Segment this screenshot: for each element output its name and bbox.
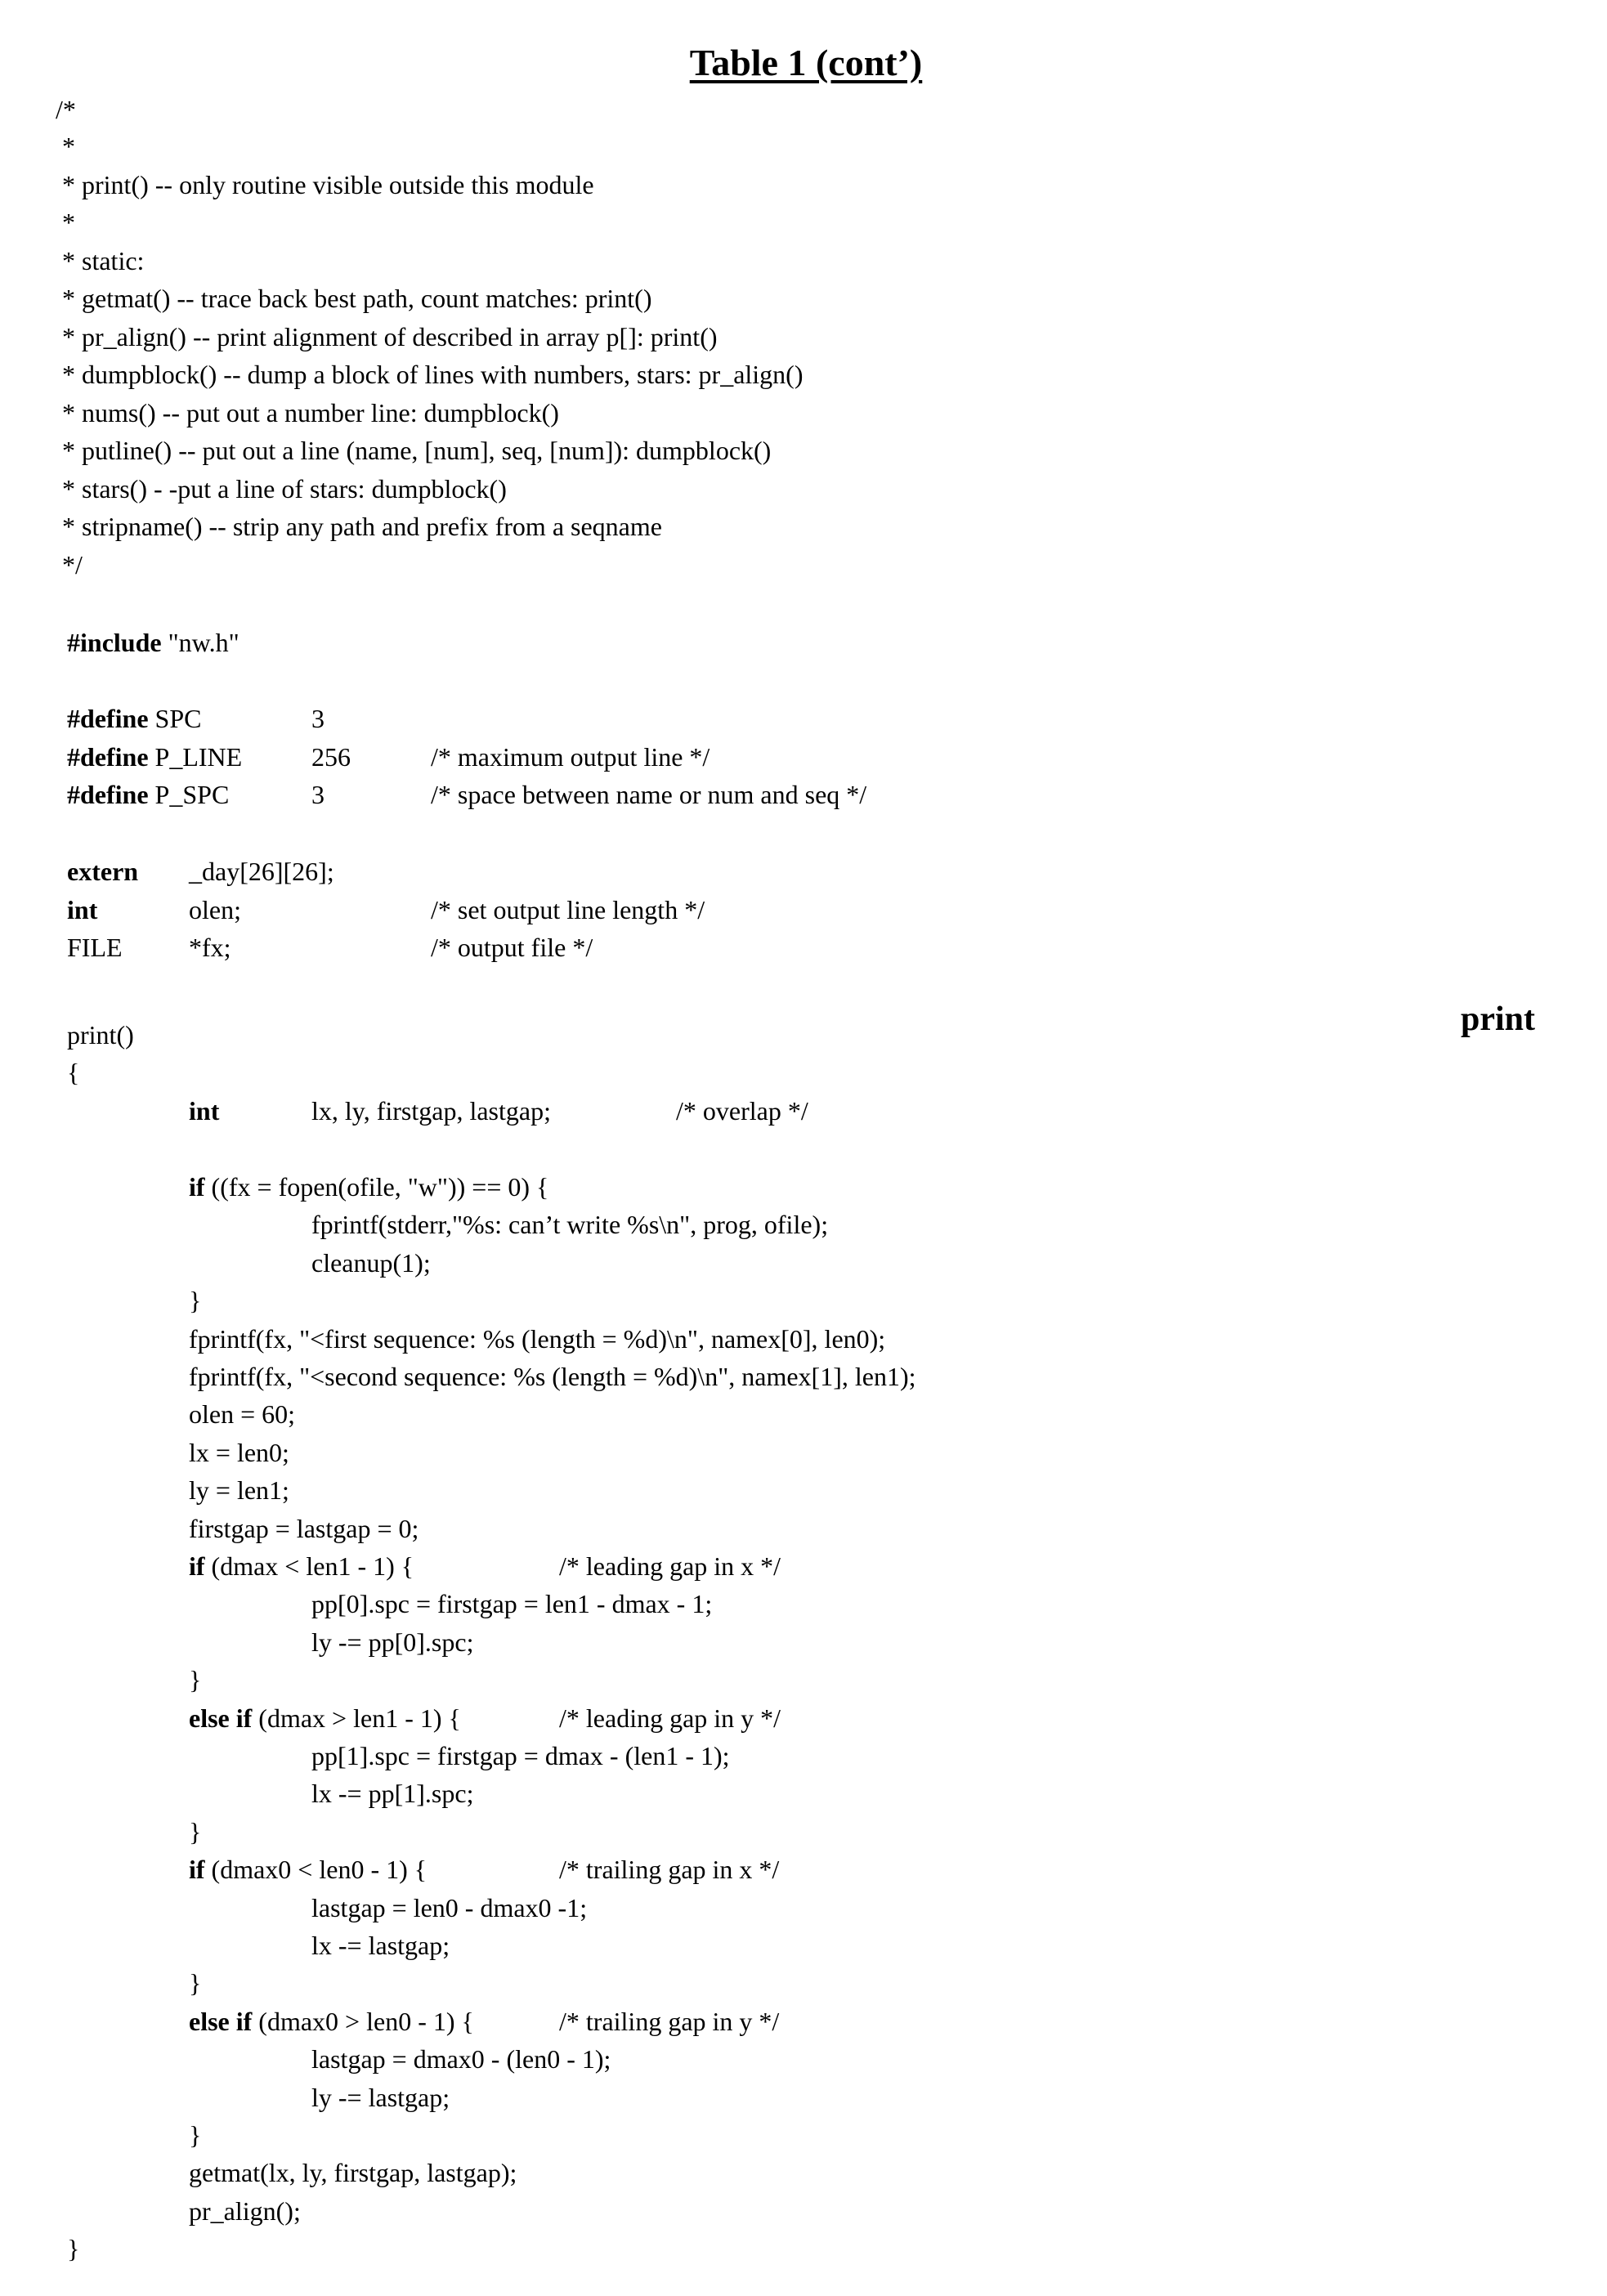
code-text: ly = len1; [189, 1475, 289, 1506]
global-decl: _day[26][26]; [189, 857, 334, 886]
code-line [189, 1287, 201, 1314]
inline-comment: /* leading gap in x */ [559, 1551, 781, 1581]
code-text: (dmax0 > len0 - 1) { [252, 2006, 474, 2036]
code-text: fprintf(stderr,"%s: can’t write %s\n", prog, ofile); [311, 1210, 829, 1240]
code-text: pp[1].spc = firstgap = dmax - (len1 - 1); [311, 1741, 730, 1770]
open-brace: { [67, 1058, 80, 1087]
code-line [189, 1363, 916, 1390]
code-text: pp[0].spc = firstgap = len1 - dmax - 1; [311, 1589, 713, 1619]
define-line [67, 781, 229, 808]
code-text: ly -= pp[0].spc; [311, 1627, 474, 1657]
comment-line: * dumpblock() -- dump a block of lines with numbers, stars: pr_align() [56, 360, 804, 389]
code-line [189, 1515, 419, 1542]
code-line [189, 1399, 296, 1430]
inline-comment: /* leading gap in y */ [559, 1703, 781, 1733]
define-comment: /* maximum output line */ [431, 742, 710, 772]
code-line [189, 2159, 517, 2186]
keyword: #include [67, 628, 162, 657]
code-text: lx -= pp[1].spc; [311, 1779, 474, 1809]
code-line [311, 1247, 431, 1278]
code-text: fprintf(fx, "<second sequence: %s (length = %d)\n", namex[1], len1); [189, 1362, 916, 1391]
comment-line: * getmat() -- trace back best path, count matches: print() [56, 284, 652, 313]
code-line [311, 2084, 450, 2110]
include-line [67, 629, 239, 656]
local-decl-comment: /* overlap */ [676, 1096, 808, 1126]
comment-line: /* [56, 95, 76, 124]
code-line [189, 1475, 289, 1506]
code-line [189, 1439, 289, 1466]
define-value: 3 [311, 780, 325, 809]
code-text: ly -= lastgap; [311, 2082, 450, 2112]
code-line [189, 1174, 548, 1200]
code-line [311, 1211, 828, 1238]
code-text: (dmax < len1 - 1) { [204, 1551, 414, 1581]
local-decl-vars: lx, ly, firstgap, lastgap; [311, 1096, 551, 1126]
comment-line: * static: [56, 246, 145, 275]
comment-line: * print() -- only routine visible outside this module [56, 170, 594, 199]
code-text: lastgap = len0 - dmax0 -1; [311, 1892, 588, 1922]
code-line [189, 1705, 461, 1731]
page-title: Table 1 (cont’) [689, 42, 923, 83]
keyword: if [189, 1551, 205, 1581]
keyword: if [189, 1172, 205, 1202]
code-line [189, 1970, 201, 1996]
global-type: int [67, 895, 98, 924]
code-line [311, 1779, 474, 1809]
code-line [311, 1892, 588, 1922]
comment-line: * stripname() -- strip any path and prefix from a seqname [56, 512, 662, 541]
define-comment: /* space between name or num and seq */ [431, 780, 867, 809]
global-type: extern [67, 857, 139, 886]
code-line [311, 1591, 712, 1617]
code-text: firstgap = lastgap = 0; [189, 1513, 419, 1543]
define-value: 3 [311, 704, 325, 733]
global-comment: /* set output line length */ [431, 895, 705, 924]
code-text: P_LINE [148, 742, 243, 772]
code-text: (dmax0 < len0 - 1) { [204, 1855, 427, 1885]
keyword: #define [67, 704, 149, 733]
code-text: ((fx = fopen(ofile, "w")) == 0) { [204, 1172, 549, 1202]
margin-label: print [1461, 1000, 1536, 1038]
code-text: lastgap = dmax0 - (len0 - 1); [311, 2044, 611, 2074]
define-line [67, 705, 201, 732]
code-line [311, 2046, 611, 2072]
code-text: } [189, 2120, 202, 2150]
global-comment: /* output file */ [431, 933, 593, 962]
inline-comment: /* trailing gap in x */ [559, 1855, 780, 1885]
code-text: pr_align(); [189, 2195, 301, 2226]
local-decl-type: int [189, 1096, 220, 1126]
code-text: } [189, 1665, 202, 1695]
close-brace: } [67, 2234, 80, 2264]
code-line [189, 1553, 414, 1579]
code-text: (dmax > len1 - 1) { [252, 1703, 461, 1733]
comment-line: */ [56, 550, 83, 580]
global-decl: olen; [189, 895, 241, 924]
keyword: if [189, 1855, 205, 1885]
keyword: #define [67, 742, 149, 772]
code-text: } [189, 1968, 202, 1998]
keyword: else if [189, 1703, 253, 1733]
code-text: SPC [148, 704, 202, 733]
code-text: getmat(lx, ly, firstgap, lastgap); [189, 2158, 517, 2188]
code-text: P_SPC [148, 780, 230, 809]
global-decl: *fx; [189, 933, 231, 962]
code-line [311, 1932, 450, 1958]
comment-line: * pr_align() -- print alignment of described in array p[]: print() [56, 322, 718, 351]
code-line [311, 1743, 730, 1769]
code-line [189, 1323, 886, 1354]
code-text: lx -= lastgap; [311, 1931, 450, 1960]
code-line [189, 1667, 201, 1693]
keyword: #define [67, 780, 149, 809]
code-line [311, 1629, 473, 1655]
code-text: "nw.h" [161, 628, 239, 657]
code-text: } [189, 1286, 202, 1316]
inline-comment: /* trailing gap in y */ [559, 2006, 780, 2036]
code-line [189, 2008, 474, 2034]
code-line [189, 2195, 301, 2226]
code-text: fprintf(fx, "<first sequence: %s (length = %d)\n", namex[0], len0); [189, 1323, 886, 1354]
function-signature: print() [67, 1020, 134, 1050]
code-text: olen = 60; [189, 1399, 296, 1430]
code-text: cleanup(1); [311, 1247, 431, 1278]
code-text: lx = len0; [189, 1437, 289, 1467]
code-line [189, 1855, 427, 1885]
code-line [189, 1816, 202, 1846]
code-line [189, 2122, 201, 2148]
comment-line: * [56, 132, 75, 161]
define-value: 256 [311, 742, 351, 772]
define-line [67, 744, 242, 770]
comment-line: * putline() -- put out a line (name, [num], seq, [num]): dumpblock() [56, 436, 772, 465]
comment-line: * nums() -- put out a number line: dumpblock() [56, 398, 559, 427]
code-text: } [189, 1816, 202, 1846]
comment-line: * stars() - -put a line of stars: dumpblock() [56, 474, 507, 504]
comment-line: * [56, 208, 75, 237]
keyword: else if [189, 2006, 253, 2036]
global-type: FILE [67, 933, 123, 962]
